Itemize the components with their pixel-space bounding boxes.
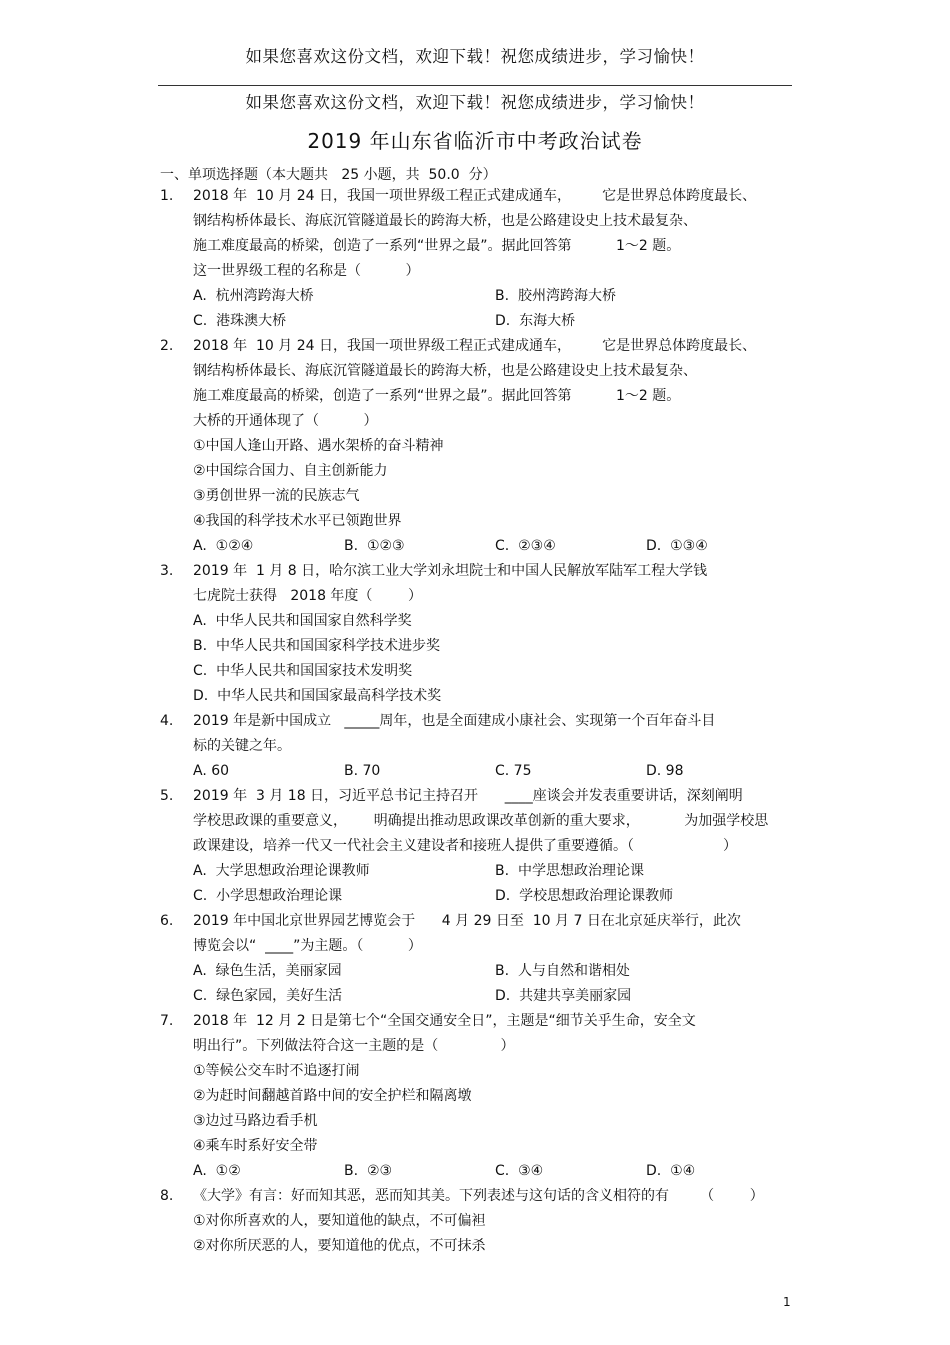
option-c: C. 中华人民共和国国家技术发明奖 (193, 663, 413, 679)
option-c: C. 绿色家园，美好生活 (193, 988, 343, 1004)
question-text-line: 钢结构桥体最长、海底沉管隧道最长的跨海大桥，也是公路建设史上技术最复杂、 (193, 213, 697, 229)
question-number: 5. (160, 788, 174, 804)
question-text-line: 2019 年是新中国成立 _____周年，也是全面建成小康社会、实现第一个百年奋斗目 (193, 713, 716, 729)
question-text-line: 博览会以“ ____”为主题。（ ） (193, 938, 422, 954)
question-statement: ③边过马路边看手机 (193, 1113, 318, 1129)
option-a: A. 绿色生活，美丽家园 (193, 963, 342, 979)
question-statement: ④乘车时系好安全带 (193, 1138, 318, 1154)
option-b: B. 中学思想政治理论课 (495, 863, 644, 879)
option-a: A. 60 (193, 763, 230, 779)
option-a: A. ①② (193, 1163, 241, 1179)
option-c: C. 75 (495, 763, 532, 779)
question-text-line: 这一世界级工程的名称是（ ） (193, 263, 420, 279)
option-b: B. 胶州湾跨海大桥 (495, 288, 616, 304)
option-c: C. 小学思想政治理论课 (193, 888, 343, 904)
question-statement: ①等候公交车时不追逐打闹 (193, 1063, 360, 1079)
header-banner-second: 如果您喜欢这份文档，欢迎下载！祝您成绩进步，学习愉快！ (245, 93, 705, 112)
option-c: C. ②③④ (495, 538, 556, 554)
option-a: A. 大学思想政治理论课教师 (193, 863, 370, 879)
option-d: D. ①③④ (646, 538, 708, 554)
question-statement: ①对你所喜欢的人，要知道他的缺点，不可偏袒 (193, 1213, 486, 1229)
question-statement: ②为赶时间翻越首路中间的安全护栏和隔离墩 (193, 1088, 472, 1104)
header-divider (158, 85, 792, 86)
question-text-line: 政课建设，培养一代又一代社会主义建设者和接班人提供了重要遵循。（ ） (193, 838, 738, 854)
exam-title: 2019 年山东省临沂市中考政治试卷 (307, 129, 643, 153)
question-number: 7. (160, 1013, 174, 1029)
option-b: B. ①②③ (344, 538, 405, 554)
question-number: 2. (160, 338, 174, 354)
question-number: 3. (160, 563, 174, 579)
question-text-line: 明出行”。下列做法符合这一主题的是（ ） (193, 1038, 515, 1054)
question-text-line: 2018 年 10 月 24 日，我国一项世界级工程正式建成通车， 它是世界总体跨度最长、 (193, 338, 757, 354)
header-banner-top: 如果您喜欢这份文档，欢迎下载！祝您成绩进步，学习愉快！ (245, 47, 705, 66)
option-b: B. ②③ (344, 1163, 393, 1179)
option-d: D. 共建共享美丽家园 (495, 988, 632, 1004)
question-statement: ④我国的科学技术水平已领跑世界 (193, 513, 402, 529)
question-text-line: 2019 年中国北京世界园艺博览会于 4 月 29 日至 10 月 7 日在北京延庆举行，此次 (193, 913, 741, 929)
question-text-line: 大桥的开通体现了（ ） (193, 413, 378, 429)
question-text-line: 钢结构桥体最长、海底沉管隧道最长的跨海大桥，也是公路建设史上技术最复杂、 (193, 363, 697, 379)
option-d: D. 98 (646, 763, 684, 779)
question-number: 6. (160, 913, 174, 929)
question-statement: ①中国人逢山开路、遇水架桥的奋斗精神 (193, 438, 444, 454)
question-number: 4. (160, 713, 174, 729)
option-d: D. 中华人民共和国国家最高科学技术奖 (193, 688, 442, 704)
option-b: B. 70 (344, 763, 381, 779)
option-d: D. 学校思想政治理论课教师 (495, 888, 674, 904)
option-b: B. 中华人民共和国国家科学技术进步奖 (193, 638, 440, 654)
option-d: D. ①④ (646, 1163, 696, 1179)
option-b: B. 人与自然和谐相处 (495, 963, 630, 979)
question-text-line: 七虎院士获得 2018 年度（ ） (193, 588, 423, 604)
question-statement: ②对你所厌恶的人，要知道他的优点，不可抹杀 (193, 1238, 486, 1254)
question-text-line: 2018 年 12 月 2 日是第七个“全国交通安全日”，主题是“细节关乎生命，安全文 (193, 1013, 696, 1029)
option-a: A. 中华人民共和国国家自然科学奖 (193, 613, 412, 629)
question-number: 8. (160, 1188, 174, 1204)
question-text-line: 学校思政课的重要意义， 明确提出推动思政课改革创新的重大要求， 为加强学校思 (193, 813, 769, 829)
question-statement: ②中国综合国力、自主创新能力 (193, 463, 388, 479)
question-text-line: 2019 年 3 月 18 日，习近平总书记主持召开 ____座谈会并发表重要讲话，深刻阐明 (193, 788, 743, 804)
question-statement: ③勇创世界一流的民族志气 (193, 488, 360, 504)
question-text-line: 施工难度最高的桥梁，创造了一系列“世界之最”。据此回答第 1～2 题。 (193, 238, 681, 254)
option-c: C. ③④ (495, 1163, 544, 1179)
question-text-line: 2018 年 10 月 24 日，我国一项世界级工程正式建成通车， 它是世界总体跨度最长、 (193, 188, 757, 204)
option-a: A. 杭州湾跨海大桥 (193, 288, 314, 304)
question-number: 1. (160, 188, 174, 204)
option-d: D. 东海大桥 (495, 313, 576, 329)
question-text-line: 《大学》有言：好而知其恶，恶而知其美。下列表述与这句话的含义相符的有 （ ） (193, 1188, 764, 1204)
section-heading: 一、单项选择题（本大题共 25 小题，共 50.0 分） (160, 167, 497, 183)
page-number: 1 (783, 1295, 791, 1309)
option-a: A. ①②④ (193, 538, 254, 554)
question-text-line: 施工难度最高的桥梁，创造了一系列“世界之最”。据此回答第 1～2 题。 (193, 388, 681, 404)
question-text-line: 2019 年 1 月 8 日，哈尔滨工业大学刘永坦院士和中国人民解放军陆军工程大学钱 (193, 563, 708, 579)
question-text-line: 标的关键之年。 (193, 738, 291, 754)
option-c: C. 港珠澳大桥 (193, 313, 287, 329)
